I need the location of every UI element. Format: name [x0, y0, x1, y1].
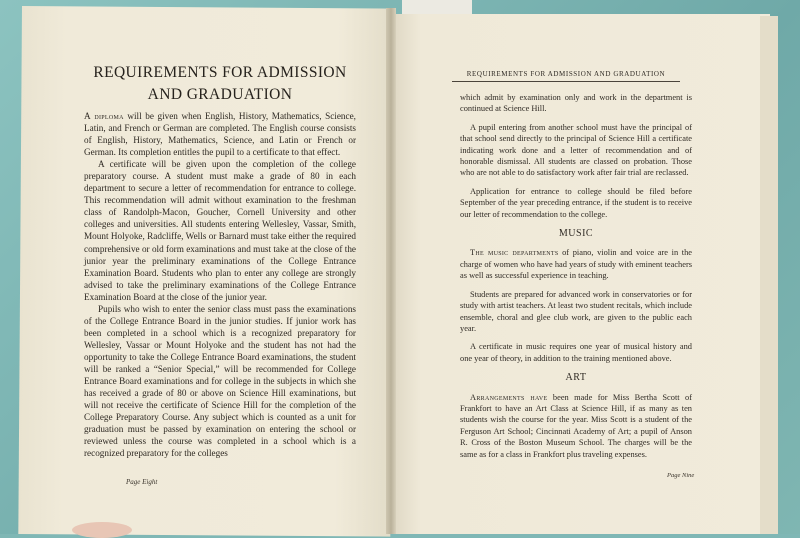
paragraph-lead: The music departments: [470, 248, 559, 258]
paragraph-lead: A diploma: [84, 111, 124, 121]
paragraph-text: A certificate will be given upon the completion of the college preparatory course. A student must make a grade of 80 in each department to secure a letter of recommendation for entrance to college. This recommendation will admit without examination to the freshman class of Randolph-Macon, Goucher, Cornell University and other colleges and universities. All students entering Wellesley, Vassar, Smith, Mount Holyoke, Radcliffe, Wells or Barnard must take either the required comprehensive or old form examinations and must take at the close of the junior year the preliminary examinations of the College Entrance Examination Board. Students who plan to enter any college are strongly advised to take the preliminary examinations of the College Entrance Examination Board at the close of the junior year.: [84, 159, 356, 302]
page-number-left: Page Eight: [126, 478, 158, 486]
paragraph-diploma: [84, 110, 356, 158]
paragraph-text: been made for Miss Bertha Scott of Frankfort to have an Art Class at Science Hill, if as many as ten students wish the course for the year. Miss Scott is a student of the Ferguson Art School; Cincinnati Academy of Art; a pupil of Anson R. Cross of the Boston Museum School. The charges will be the same as for a class in Frankfort plus traveling expenses.: [460, 392, 692, 459]
paragraph-continuation: which admit by examination only and work in the department is continued at Science Hill.: [460, 93, 692, 114]
section-heading-art: ART: [565, 372, 587, 384]
book-gutter: [386, 8, 396, 534]
page-edge: [760, 16, 778, 534]
left-page-body: [84, 110, 356, 459]
left-page-title: [80, 62, 360, 106]
paragraph-transfer: A pupil entering from another school must have the principal of that school send directly to the principal of Science Hill a certificate indicating work done and a letter of recommendation and of honorable dismissal. All students are classed on probation. Those who are not able to do satisfactory work after fair trial are reclassed.: [460, 122, 692, 178]
paragraph-text: will be given when English, History, Mathematics, Science, Latin, and French or German are completed. The English course consists of English, History, Mathematics, Science, and Latin or French or German. Its completion entitles the pupil to a certificate to that effect.: [84, 111, 356, 158]
title-line-1: REQUIREMENTS FOR ADMISSION: [93, 64, 347, 81]
paragraph-application: Application for entrance to college should be filed before September of the year preceding entrance, if the student is to receive our letter of recommendation to the college.: [460, 186, 692, 219]
paragraph-lead: Arrangements have: [470, 392, 548, 402]
finger-tip: [72, 522, 132, 538]
title-line-2: AND GRADUATION: [147, 86, 293, 103]
paragraph-text: of piano, violin and voice are in the charge of women who have had years of study with eminent teachers as well as successful experience in teaching.: [460, 248, 692, 281]
paragraph-text: Pupils who wish to enter the senior class must pass the examinations of the College Entrance Board in the junior studies. If junior work has been completed in a school which is a recognized preparatory for Wellesley, Vassar or Mount Holyoke and the student has not had the opportunity to take the College Entrance Board examinations, the student will be ranked a “Senior Special,” will be recommended for College Entrance Board examinations and for college in the subjects in which she has received a grade of 80 or above on Science Hill examinations, but will not receive the certificate of Science Hill for the completion of the College Preparatory Course. Any subject which is counted as a unit for graduation must be passed by examination on entering the school or reviewed unless the course was completed in a school which is a recognized preparatory for the colleges: [84, 303, 356, 459]
paragraph-music-recitals: Students are prepared for advanced work in conservatories or for study with artist teachers. At least two student recitals, which include ensemble, choral and glee club work, are given to the public each year.: [460, 289, 692, 333]
paragraph-certificate: [84, 158, 356, 303]
right-page-body: [460, 92, 692, 467]
page-number-right: Page Nine: [667, 472, 695, 479]
running-header: REQUIREMENTS FOR ADMISSION AND GRADUATION: [452, 70, 680, 82]
section-heading-music: MUSIC: [558, 228, 594, 240]
paragraph-music-departments: [460, 247, 692, 281]
paragraph-senior-class: [84, 303, 356, 460]
paragraph-art: [460, 392, 692, 460]
paragraph-music-certificate: A certificate in music requires one year of musical history and one year of theory, in addition to the training mentioned above.: [460, 342, 692, 363]
